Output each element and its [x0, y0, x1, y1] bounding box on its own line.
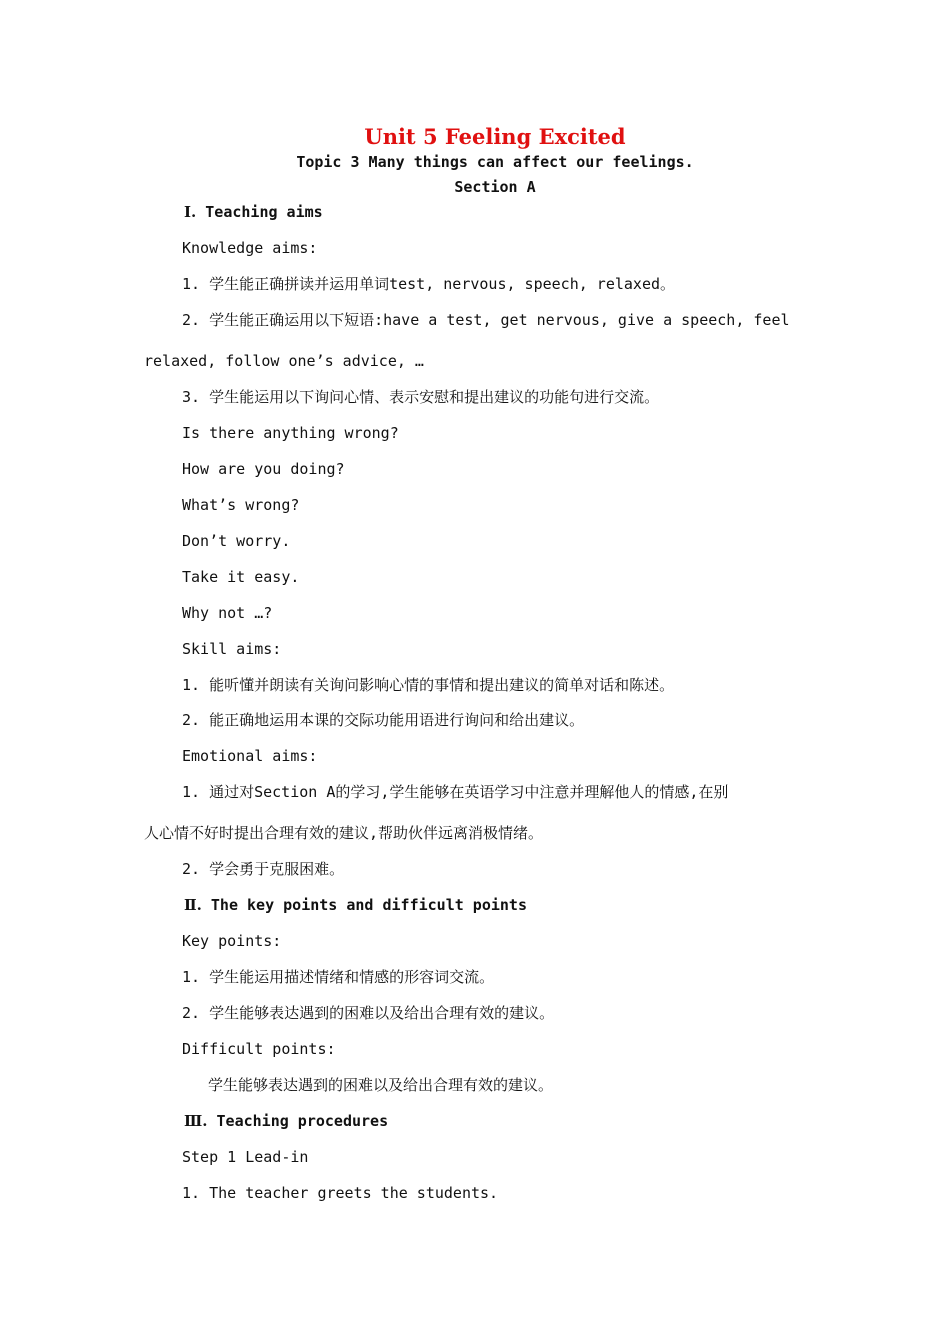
emotional-item-1: 1. 通过对Section A的学习,学生能够在英语学习中注意并理解他人的情感,在别	[182, 783, 729, 801]
emotional-aims-label: Emotional aims:	[182, 747, 318, 765]
knowledge-item-2: 2. 学生能正确运用以下短语:have a test, get nervous, give a speech, feel	[182, 311, 790, 329]
sentence-1: Is there anything wrong?	[182, 424, 399, 442]
sentence-6: Why not …?	[182, 604, 273, 622]
sentence-3: What’s wrong?	[182, 496, 300, 514]
part2-title: The key points and difficult points	[210, 896, 527, 914]
sentence-5: Take it easy.	[182, 568, 300, 586]
part2-heading	[184, 895, 527, 915]
knowledge-aims-label: Knowledge aims:	[182, 239, 318, 257]
part1-heading	[184, 202, 323, 222]
key-points-label: Key points:	[182, 932, 282, 950]
part2-number: Ⅱ.	[184, 896, 202, 914]
difficult-item: 学生能够表达遇到的困难以及给出合理有效的建议。	[208, 1076, 554, 1094]
topic-heading: Topic 3 Many things can affect our feelings.	[296, 153, 694, 171]
knowledge-item-1: 1. 学生能正确拼读并运用单词test, nervous, speech, relaxed。	[182, 275, 676, 293]
step1-heading: Step 1 Lead-in	[182, 1148, 309, 1166]
key-item-2: 2. 学生能够表达遇到的困难以及给出合理有效的建议。	[182, 1004, 555, 1022]
knowledge-item-2-continued: relaxed, follow one’s advice, …	[144, 352, 424, 370]
sentence-4: Don’t worry.	[182, 532, 291, 550]
skill-item-2: 2. 能正确地运用本课的交际功能用语进行询问和给出建议。	[182, 711, 585, 729]
skill-aims-label: Skill aims:	[182, 640, 282, 658]
part1-title: Teaching aims	[205, 203, 323, 221]
step1-item-1: 1. The teacher greets the students.	[182, 1184, 499, 1202]
emotional-item-1-continued: 人心情不好时提出合理有效的建议,帮助伙伴远离消极情绪。	[144, 824, 544, 842]
part3-title: Teaching procedures	[216, 1112, 389, 1130]
difficult-points-label: Difficult points:	[182, 1040, 336, 1058]
part3-heading	[184, 1111, 388, 1131]
knowledge-item-3: 3. 学生能运用以下询问心情、表示安慰和提出建议的功能句进行交流。	[182, 388, 660, 406]
sentence-2: How are you doing?	[182, 460, 345, 478]
emotional-item-2: 2. 学会勇于克服困难。	[182, 860, 345, 878]
key-item-1: 1. 学生能运用描述情绪和情感的形容词交流。	[182, 968, 495, 986]
skill-item-1: 1. 能听懂并朗读有关询问影响心情的事情和提出建议的简单对话和陈述。	[182, 676, 675, 694]
part1-number: Ⅰ.	[184, 203, 197, 221]
section-heading: Section A	[454, 178, 536, 196]
part3-number: Ⅲ.	[184, 1112, 208, 1130]
document-title: Unit 5 Feeling Excited	[364, 124, 626, 149]
